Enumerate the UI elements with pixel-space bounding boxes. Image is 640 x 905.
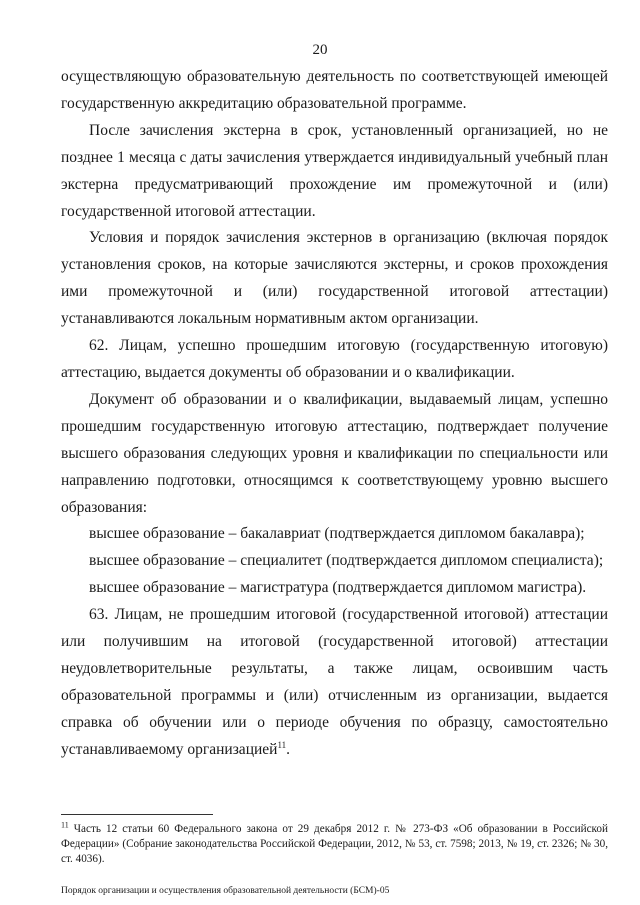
paragraph-63: 63. Лицам, не прошедшим итоговой (государственной итоговой) аттестации или получившим на итоговой (государственной итоговой) аттестации неудовлетворительные результаты, а также лицам, освоившим часть образовательной программы и (или) отчисленным из организации, выдается справка об обучении или о периоде обучения по образцу, самостоятельно устанавливаемому организацией$^{11}$.: [61, 606, 608, 758]
list-item-specialist: высшее образование – специалитет (подтверждается дипломом специалиста);: [89, 552, 604, 570]
paragraph-diploma-levels: Документ об образовании и о квалификации, выдаваемый лицам, успешно прошедшим государственную итоговую аттестацию, подтверждает получение высшего образования следующих уровня и квалификации по специальности или направлению подготовки, относящимся к соответствующему уровню высшего образования:: [61, 390, 608, 516]
document-body: [61, 64, 608, 764]
page-number: 20: [312, 42, 328, 58]
paragraph-enrollment-conditions: Условия и порядок зачисления экстернов в организацию (включая порядок установления сроков, на которые зачисляются экстерны, и сроков прохождения ими промежуточной и (или) государственной итоговой аттестации) устанавливаются локальным нормативным актом организации.: [61, 229, 608, 328]
footnote-marker: 11: [61, 820, 69, 830]
footnote-reference[interactable]: 11: [277, 739, 287, 750]
footnote-text: Часть 12 статьи 60 Федерального закона от 29 декабря 2012 г. № 273-ФЗ «Об образовании в Российской Федерации» (Собрание законодательства Российской Федерации, 2012, № 53, ст. 7598; 2013, № 19, ст. 2326; № 30, ст. 4036).: [61, 823, 608, 865]
paragraph-continuation: осуществляющую образовательную деятельность по соответствующей имеющей государственную аккредитацию образовательной программе.: [61, 68, 608, 112]
running-footer: Порядок организации и осуществления образовательной деятельности (БСМ)-05: [61, 886, 390, 896]
paragraph-enrollment-plan: После зачисления экстерна в срок, установленный организацией, но не позднее 1 месяца с даты зачисления утверждается индивидуальный учебный план экстерна предусматривающий прохождение им промежуточной и (или) государственной итоговой аттестации.: [61, 121, 608, 220]
list-item-bachelor: высшее образование – бакалавриат (подтверждается дипломом бакалавра);: [89, 525, 585, 543]
footnote: [61, 822, 608, 867]
list-item-master: высшее образование – магистратура (подтверждается дипломом магистра).: [89, 579, 587, 597]
paragraph-63-text: 63. Лицам, не прошедшим итоговой (государственной итоговой) аттестации или получившим на итоговой (государственной итоговой) аттестации неудовлетворительные результаты, а также лицам, освоившим часть образовательной программы и (или) отчисленным из организации, выдается справка об обучении или о периоде обучения по образцу, самостоятельно устанавливаемому организацией: [61, 606, 608, 758]
paragraph-62: 62. Лицам, успешно прошедшим итоговую (государственную итоговую) аттестацию, выдается документы об образовании и о квалификации.: [61, 337, 608, 381]
footnote-divider: [61, 814, 213, 815]
